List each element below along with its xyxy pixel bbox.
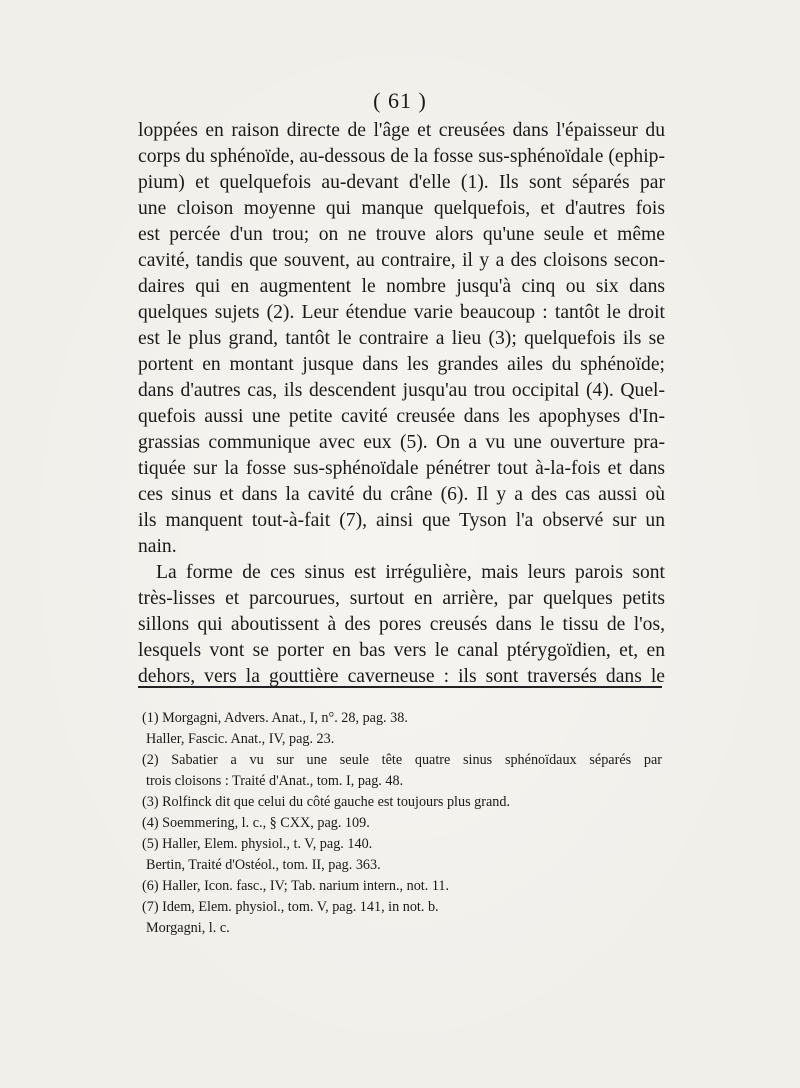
text-line: grassias communique avec eux (5). On a vu une ouverture pra- bbox=[138, 432, 665, 453]
text-line: très-lisses et parcourues, surtout en arrière, par quelques petits bbox=[138, 588, 665, 609]
footnote-1: (1) Morgagni, Advers. Anat., I, n°. 28, pag. 38. bbox=[142, 710, 408, 726]
footnote-7-cont: Morgagni, l. c. bbox=[146, 920, 230, 936]
text-line: quefois aussi une petite cavité creusée dans les apophyses d'In- bbox=[138, 406, 665, 427]
footnote-7: (7) Idem, Elem. physiol., tom. V, pag. 141, in not. b. bbox=[142, 899, 439, 915]
footnote-1-cont: Haller, Fascic. Anat., IV, pag. 23. bbox=[146, 731, 335, 747]
footnote-divider bbox=[138, 686, 662, 688]
text-line: loppées en raison directe de l'âge et creusées dans l'épaisseur du bbox=[138, 120, 665, 141]
footnote-2: (2) Sabatier a vu sur une seule tête quatre sinus sphénoïdaux séparés par bbox=[142, 752, 662, 768]
text-line: cavité, tandis que souvent, au contraire, il y a des cloisons secon- bbox=[138, 250, 665, 271]
page-number: ( 61 ) bbox=[373, 88, 427, 113]
footnote-6: (6) Haller, Icon. fasc., IV; Tab. narium intern., not. 11. bbox=[142, 878, 450, 894]
text-line: est le plus grand, tantôt le contraire a lieu (3); quelquefois ils se bbox=[138, 328, 665, 349]
text-line: sillons qui aboutissent à des pores creusés dans le tissu de l'os, bbox=[138, 614, 665, 635]
footnote-3: (3) Rolfinck dit que celui du côté gauche est toujours plus grand. bbox=[142, 794, 510, 810]
text-line: daires qui en augmentent le nombre jusqu'à cinq ou six dans bbox=[138, 276, 665, 297]
footnote-2-cont: trois cloisons : Traité d'Anat., tom. I, pag. 48. bbox=[146, 773, 404, 789]
text-line: dans d'autres cas, ils descendent jusqu'au trou occipital (4). Quel- bbox=[138, 380, 665, 401]
text-line: corps du sphénoïde, au-dessous de la fosse sus-sphénoïdale (ephip- bbox=[138, 146, 665, 167]
text-line: quelques sujets (2). Leur étendue varie beaucoup : tantôt le droit bbox=[138, 302, 665, 323]
text-line: une cloison moyenne qui manque quelquefois, et d'autres fois bbox=[138, 198, 665, 219]
footnote-5: (5) Haller, Elem. physiol., t. V, pag. 140. bbox=[142, 836, 373, 852]
text-line: ces sinus et dans la cavité du crâne (6). Il y a des cas aussi où bbox=[138, 484, 665, 505]
text-line: est percée d'un trou; on ne trouve alors qu'une seule et même bbox=[138, 224, 665, 245]
text-line: portent en montant jusque dans les grandes ailes du sphénoïde; bbox=[138, 354, 665, 375]
main-text-block bbox=[138, 118, 665, 690]
text-line: tiquée sur la fosse sus-sphénoïdale pénétrer tout à-la-fois et dans bbox=[138, 458, 665, 479]
text-line: ils manquent tout-à-fait (7), ainsi que Tyson l'a observé sur un bbox=[138, 510, 665, 531]
text-line: lesquels vont se porter en bas vers le canal ptérygoïdien, et, en bbox=[138, 640, 665, 661]
footnotes-block bbox=[142, 708, 662, 939]
text-line: dehors, vers la gouttière caverneuse : ils sont traversés dans le bbox=[138, 666, 665, 687]
footnote-4: (4) Soemmering, l. c., § CXX, pag. 109. bbox=[142, 815, 370, 831]
text-line: nain. bbox=[138, 536, 177, 557]
text-line: pium) et quelquefois au-devant d'elle (1). Ils sont séparés par bbox=[138, 172, 665, 193]
paragraph-start-line: La forme de ces sinus est irrégulière, mais leurs parois sont bbox=[156, 562, 665, 583]
footnote-5-cont: Bertin, Traité d'Ostéol., tom. II, pag. 363. bbox=[146, 857, 381, 873]
